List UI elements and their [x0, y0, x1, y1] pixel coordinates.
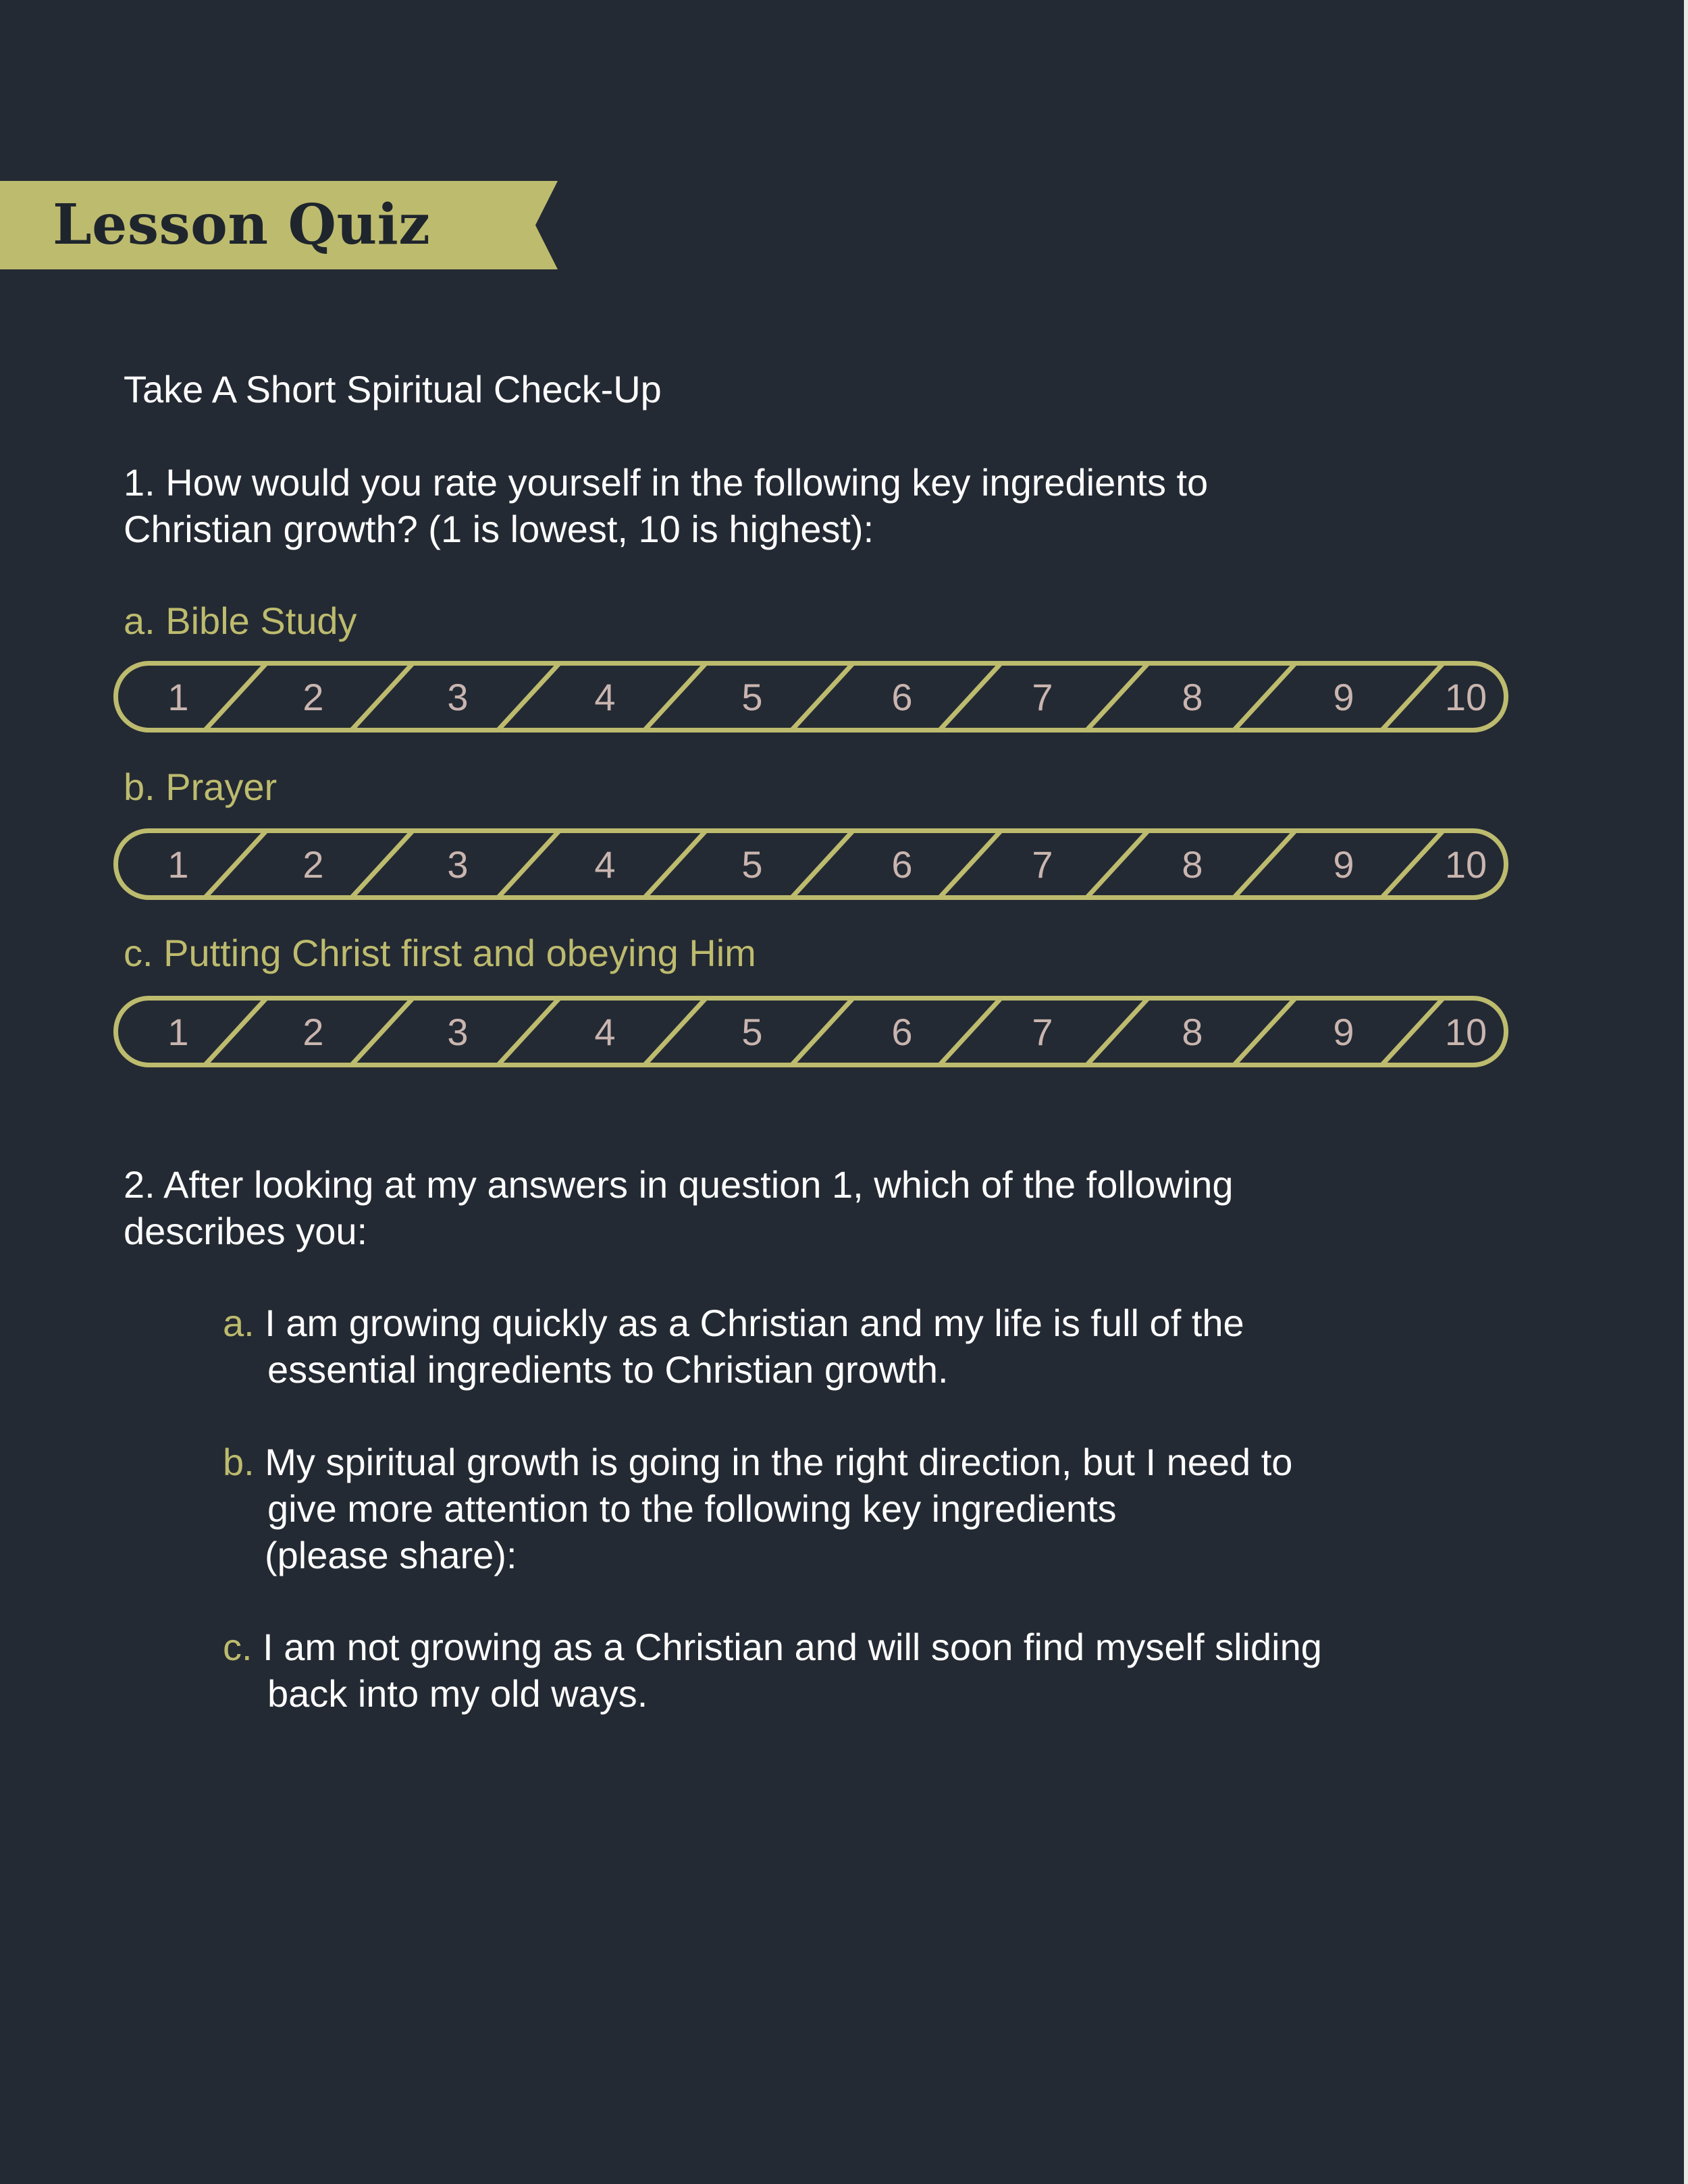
scale-option-7[interactable]: 7 [1032, 676, 1053, 718]
scale-option-10[interactable]: 10 [1444, 1011, 1487, 1053]
option-letter: c. [223, 1626, 253, 1668]
scale-separator [205, 831, 266, 897]
item-label-prayer: b. Prayer [124, 766, 278, 808]
option-text: I am growing quickly as a Christian and my life is full of the [265, 1302, 1244, 1344]
scale-separator [498, 998, 559, 1065]
scale-option-8[interactable]: 8 [1182, 676, 1203, 718]
scale-option-5[interactable]: 5 [741, 843, 763, 886]
intro-heading: Take A Short Spiritual Check-Up [124, 368, 662, 410]
scale-separator [940, 831, 1001, 897]
scale-separator [1382, 831, 1443, 897]
scale-option-3[interactable]: 3 [447, 1011, 469, 1053]
scale-outline [116, 998, 1506, 1065]
scale-option-6[interactable]: 6 [891, 676, 913, 718]
scale-separator [352, 664, 413, 730]
scale-option-7[interactable]: 7 [1032, 843, 1053, 886]
question-2-line-2: describes you: [124, 1210, 368, 1252]
item-label-christ-first: c. Putting Christ first and obeying Him [124, 932, 756, 974]
scale-option-5[interactable]: 5 [741, 676, 763, 718]
scale-outline [116, 831, 1506, 898]
scale-option-8[interactable]: 8 [1182, 843, 1203, 886]
scale-option-1[interactable]: 1 [167, 676, 189, 718]
scale-option-5[interactable]: 5 [741, 1011, 763, 1053]
scale-separator [1087, 998, 1148, 1065]
scale-option-9[interactable]: 9 [1333, 843, 1354, 886]
page-edge [1684, 0, 1688, 2184]
scale-separator [1234, 664, 1295, 730]
scale-option-7[interactable]: 7 [1032, 1011, 1053, 1053]
scale-option-1[interactable]: 1 [167, 843, 189, 886]
scale-separator [352, 831, 413, 897]
option-letter: b. [223, 1441, 255, 1483]
scale-option-3[interactable]: 3 [447, 676, 469, 718]
question-2-line-1: 2. After looking at my answers in question 1, which of the following [124, 1163, 1234, 1206]
scale-option-3[interactable]: 3 [447, 843, 469, 886]
scale-option-10[interactable]: 10 [1444, 676, 1487, 718]
scale-separator [1234, 831, 1295, 897]
scale-separator [1087, 831, 1148, 897]
rating-scale-bible-study [112, 660, 1510, 734]
scale-option-10[interactable]: 10 [1444, 843, 1487, 886]
scale-separator [498, 831, 559, 897]
option-letter: a. [223, 1302, 255, 1344]
scale-option-1[interactable]: 1 [167, 1011, 189, 1053]
scale-option-2[interactable]: 2 [302, 843, 324, 886]
scale-option-4[interactable]: 4 [594, 843, 616, 886]
scale-separator [1382, 998, 1443, 1065]
scale-separator [645, 664, 706, 730]
scale-outline [116, 664, 1506, 730]
scale-option-4[interactable]: 4 [594, 1011, 616, 1053]
rating-scale-christ-first [112, 994, 1510, 1069]
scale-option-2[interactable]: 2 [302, 676, 324, 718]
scale-separator [792, 831, 853, 897]
scale-separator [498, 664, 559, 730]
rating-scale-prayer [112, 827, 1510, 901]
option-c [223, 1624, 1322, 1717]
option-text: My spiritual growth is going in the right direction, but I need to [265, 1441, 1293, 1483]
item-label-bible-study: a. Bible Study [124, 600, 357, 642]
scale-separator [1234, 998, 1295, 1065]
option-text-continued: give more attention to the following key ingredients [267, 1487, 1117, 1530]
scale-option-4[interactable]: 4 [594, 676, 616, 718]
option-text: I am not growing as a Christian and will soon find myself sliding [263, 1626, 1322, 1668]
scale-separator [352, 998, 413, 1065]
scale-separator [205, 664, 266, 730]
scale-separator [940, 998, 1001, 1065]
scale-separator [645, 998, 706, 1065]
question-1-line-2: Christian growth? (1 is lowest, 10 is highest): [124, 508, 874, 550]
scale-separator [1382, 664, 1443, 730]
scale-separator [1087, 664, 1148, 730]
scale-separator [792, 998, 853, 1065]
option-a [223, 1300, 1244, 1393]
scale-option-9[interactable]: 9 [1333, 676, 1354, 718]
scale-option-6[interactable]: 6 [891, 843, 913, 886]
scale-separator [940, 664, 1001, 730]
scale-separator [205, 998, 266, 1065]
option-b [223, 1439, 1292, 1578]
scale-separator [792, 664, 853, 730]
option-text-continued: essential ingredients to Christian growth. [267, 1348, 949, 1391]
scale-option-2[interactable]: 2 [302, 1011, 324, 1053]
option-text-continued: back into my old ways. [267, 1672, 648, 1715]
scale-separator [645, 831, 706, 897]
page-title: Lesson Quiz [53, 192, 431, 257]
scale-option-8[interactable]: 8 [1182, 1011, 1203, 1053]
scale-option-6[interactable]: 6 [891, 1011, 913, 1053]
option-text-continued: (please share): [265, 1534, 517, 1576]
question-1-line-1: 1. How would you rate yourself in the following key ingredients to [124, 461, 1209, 504]
scale-option-9[interactable]: 9 [1333, 1011, 1354, 1053]
